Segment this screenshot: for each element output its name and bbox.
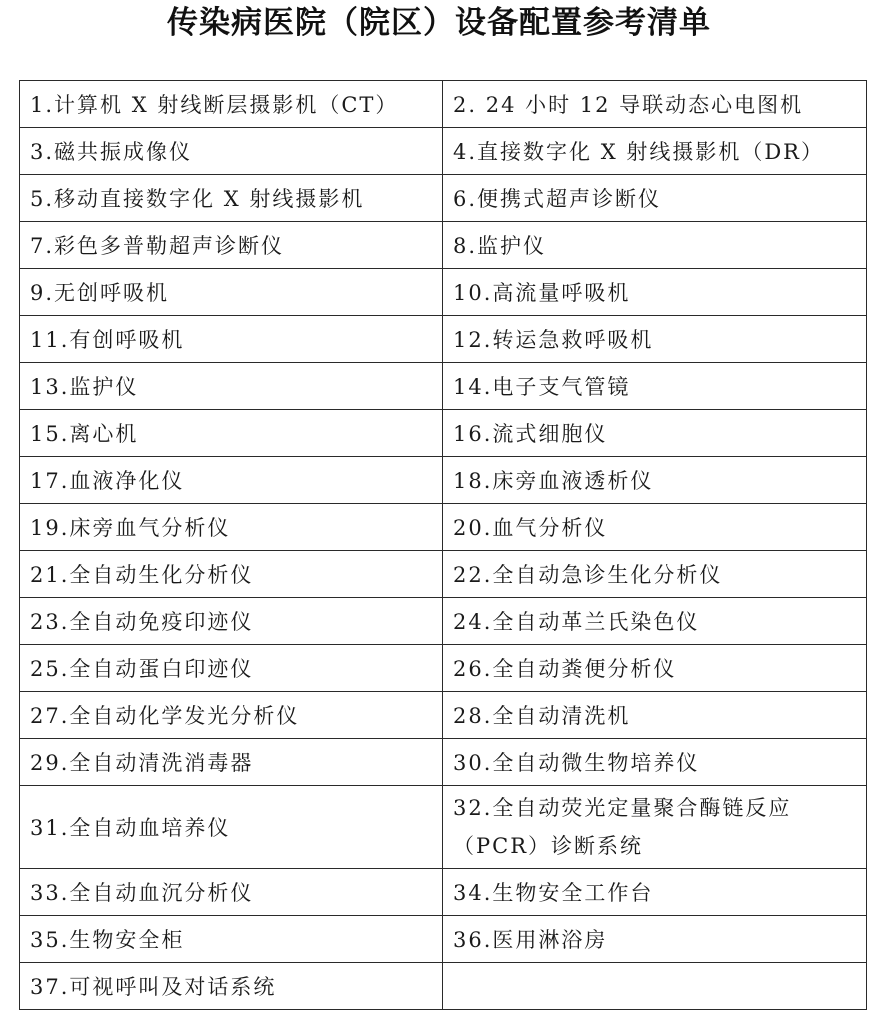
table-cell: 29.全自动清洗消毒器 <box>20 739 443 786</box>
table-cell: 31.全自动血培养仪 <box>20 786 443 869</box>
table-row <box>20 598 867 645</box>
table-cell: 34.生物安全工作台 <box>443 869 867 916</box>
table-cell: 24.全自动革兰氏染色仪 <box>443 598 867 645</box>
table-cell: 1.计算机 X 射线断层摄影机（CT） <box>20 81 443 128</box>
table-row <box>20 551 867 598</box>
table-row <box>20 645 867 692</box>
equipment-table <box>19 80 867 1010</box>
table-cell: 28.全自动清洗机 <box>443 692 867 739</box>
table-cell: 6.便携式超声诊断仪 <box>443 175 867 222</box>
table-row <box>20 81 867 128</box>
table-cell: 2. 24 小时 12 导联动态心电图机 <box>443 81 867 128</box>
table-row <box>20 410 867 457</box>
table-row <box>20 916 867 963</box>
table-row <box>20 175 867 222</box>
table-cell: 10.高流量呼吸机 <box>443 269 867 316</box>
table-row <box>20 869 867 916</box>
table-row <box>20 128 867 175</box>
table-row <box>20 963 867 1010</box>
table-row <box>20 692 867 739</box>
table-row <box>20 457 867 504</box>
table-row <box>20 363 867 410</box>
table-cell: 33.全自动血沉分析仪 <box>20 869 443 916</box>
table-cell: 36.医用淋浴房 <box>443 916 867 963</box>
table-cell: 8.监护仪 <box>443 222 867 269</box>
page-title: 传染病医院（院区）设备配置参考清单 <box>167 5 711 41</box>
table-cell: 12.转运急救呼吸机 <box>443 316 867 363</box>
table-cell: 30.全自动微生物培养仪 <box>443 739 867 786</box>
table-cell: 20.血气分析仪 <box>443 504 867 551</box>
table-cell: 15.离心机 <box>20 410 443 457</box>
table-row <box>20 739 867 786</box>
table-row <box>20 316 867 363</box>
table-cell: 14.电子支气管镜 <box>443 363 867 410</box>
table-cell: 19.床旁血气分析仪 <box>20 504 443 551</box>
table-row <box>20 269 867 316</box>
table-cell: 17.血液净化仪 <box>20 457 443 504</box>
table-cell: 23.全自动免疫印迹仪 <box>20 598 443 645</box>
table-cell: 37.可视呼叫及对话系统 <box>20 963 443 1010</box>
table-row <box>20 786 867 869</box>
table-cell: 27.全自动化学发光分析仪 <box>20 692 443 739</box>
table-row <box>20 222 867 269</box>
table-cell: 22.全自动急诊生化分析仪 <box>443 551 867 598</box>
table-cell: 26.全自动粪便分析仪 <box>443 645 867 692</box>
table-cell: 35.生物安全柜 <box>20 916 443 963</box>
table-cell: 21.全自动生化分析仪 <box>20 551 443 598</box>
table-cell: 7.彩色多普勒超声诊断仪 <box>20 222 443 269</box>
table-cell: 32.全自动荧光定量聚合酶链反应（PCR）诊断系统 <box>443 786 867 869</box>
table-cell: 16.流式细胞仪 <box>443 410 867 457</box>
table-row <box>20 504 867 551</box>
table-cell: 11.有创呼吸机 <box>20 316 443 363</box>
table-cell: 25.全自动蛋白印迹仪 <box>20 645 443 692</box>
table-cell-empty <box>443 963 867 1010</box>
table-cell: 9.无创呼吸机 <box>20 269 443 316</box>
table-cell: 3.磁共振成像仪 <box>20 128 443 175</box>
table-cell: 18.床旁血液透析仪 <box>443 457 867 504</box>
table-cell: 5.移动直接数字化 X 射线摄影机 <box>20 175 443 222</box>
table-cell: 4.直接数字化 X 射线摄影机（DR） <box>443 128 867 175</box>
table-cell: 13.监护仪 <box>20 363 443 410</box>
